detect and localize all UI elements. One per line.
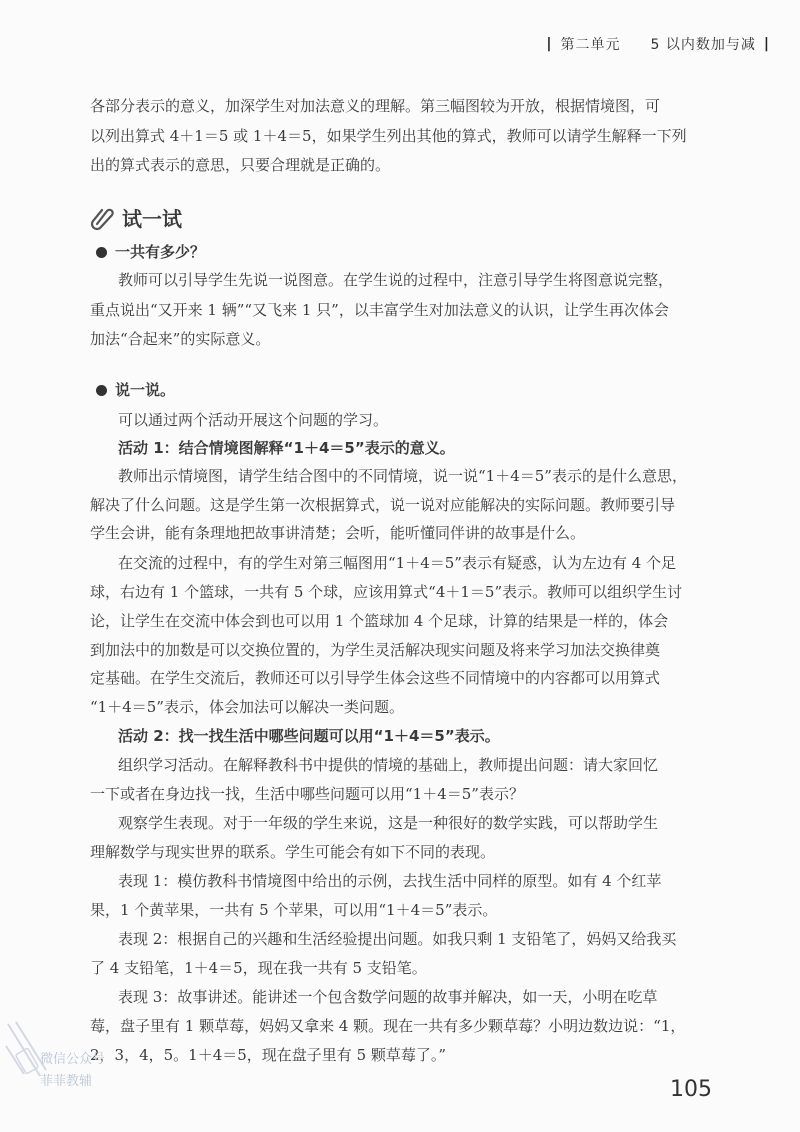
part1-line: 加法“合起来”的实际意义。: [90, 330, 271, 348]
paperclip-icon: [90, 205, 116, 231]
part2-line: 表现 1：模仿教科书情境图中给出的示例，去找生活中同样的原型。如有 4 个红苹: [118, 872, 662, 890]
intro-line: 各部分表示的意义，加深学生对加法意义的理解。第三幅图较为开放，根据情境图，可: [90, 97, 661, 115]
watermark: [2, 1016, 152, 1116]
header-divider: |: [763, 36, 770, 52]
part2-line: 教师出示情境图，请学生结合图中的不同情境，说一说“1＋4＝5”表示的是什么意思，: [118, 467, 687, 485]
part2-line: 学生会讲，能有条理地把故事讲清楚；会听，能听懂同伴讲的故事是什么。: [90, 524, 586, 542]
part2-line: 球，右边有 1 个篮球，一共有 5 个球，应该用算式“4＋1＝5”表示。教师可以组织学生讨: [90, 583, 683, 601]
part2-line: 定基础。在学生交流后，教师还可以引导学生体会这些不同情境中的内容都可以用算式: [90, 669, 661, 687]
part1-heading: [96, 242, 205, 262]
part2-line: 在交流的过程中，有的学生对第三幅图用“1＋4＝5”表示有疑惑，认为左边有 4 个足: [118, 554, 677, 572]
part2-line: 莓，盘子里有 1 颗草莓，妈妈又拿来 4 颗。现在一共有多少颗草莓？小明边数边说：“1，: [90, 1017, 686, 1035]
section-heading: [90, 203, 182, 232]
part2-heading: [96, 380, 175, 400]
part2-line: 可以通过两个活动开展这个问题的学习。: [118, 411, 389, 429]
watermark-line: 微信公众号: [40, 1052, 106, 1067]
section-title: 试一试: [122, 207, 182, 231]
activity1-heading: 活动 1：结合情境图解释“1＋4＝5”表示的意义。: [118, 439, 455, 457]
header-divider: |: [546, 36, 553, 52]
part2-line: 解决了什么问题。这是学生第一次根据算式，说一说对应能解决的实际问题。教师要引导: [90, 496, 676, 514]
part2-line: 表现 3：故事讲述。能讲述一个包含数学问题的故事并解决，如一天，小明在吃草: [118, 988, 658, 1006]
activity2-heading: 活动 2：找一找生活中哪些问题可以用“1＋4＝5”表示。: [118, 727, 500, 745]
unit-label: 第二单元: [560, 37, 621, 53]
part2-line: 一下或者在身边找一找，生活中哪些问题可以用“1＋4＝5”表示？: [90, 785, 524, 803]
intro-line: 以列出算式 4＋1＝5 或 1＋4＝5，如果学生列出其他的算式，教师可以请学生解释一下列: [90, 127, 687, 145]
part2-line: 观察学生表现。对于一年级的学生来说，这是一种很好的数学实践，可以帮助学生: [118, 814, 659, 832]
part2-line: 论，让学生在交流中体会到也可以用 1 个篮球加 4 个足球，计算的结果是一样的，体会: [90, 612, 669, 630]
part2-line: 果，1 个黄苹果，一共有 5 个苹果，可以用“1＋4＝5”表示。: [90, 901, 498, 919]
bullet-icon: [96, 385, 107, 396]
part1-line: 教师可以引导学生先说一说图意。在学生说的过程中，注意引导学生将图意说完整，: [118, 271, 674, 289]
running-header: [546, 34, 770, 54]
part1-line: 重点说出“又开来 1 辆”“又飞来 1 只”，以丰富学生对加法意义的认识，让学生再次体会: [90, 301, 669, 319]
part1-heading-text: 一共有多少？: [115, 243, 206, 261]
bullet-icon: [96, 247, 107, 258]
intro-line: 出的算式表示的意思，只要合理就是正确的。: [90, 156, 391, 174]
unit-topic: 5 以内数加与减: [650, 37, 756, 53]
part2-line: “1＋4＝5”表示，体会加法可以解决一类问题。: [90, 698, 404, 716]
page-number: 105: [670, 1077, 712, 1102]
part2-line: 表现 2：根据自己的兴趣和生活经验提出问题。如我只剩 1 支铅笔了，妈妈又给我买: [118, 930, 677, 948]
part2-line: 组织学习活动。在解释教科书中提供的情境的基础上，教师提出问题：请大家回忆: [118, 756, 659, 774]
part2-line: 理解数学与现实世界的联系。学生可能会有如下不同的表现。: [90, 843, 496, 861]
part2-heading-text: 说一说。: [115, 381, 176, 399]
part2-line: 了 4 支铅笔，1＋4＝5，现在我一共有 5 支铅笔。: [90, 959, 427, 977]
part2-line: 2，3，4，5。1＋4＝5，现在盘子里有 5 颗草莓了。”: [90, 1046, 447, 1064]
watermark-line: 菲菲教辅: [40, 1074, 93, 1089]
part2-line: 到加法中的加数是可以交换位置的，为学生灵活解决现实问题及将来学习加法交换律奠: [90, 641, 661, 659]
